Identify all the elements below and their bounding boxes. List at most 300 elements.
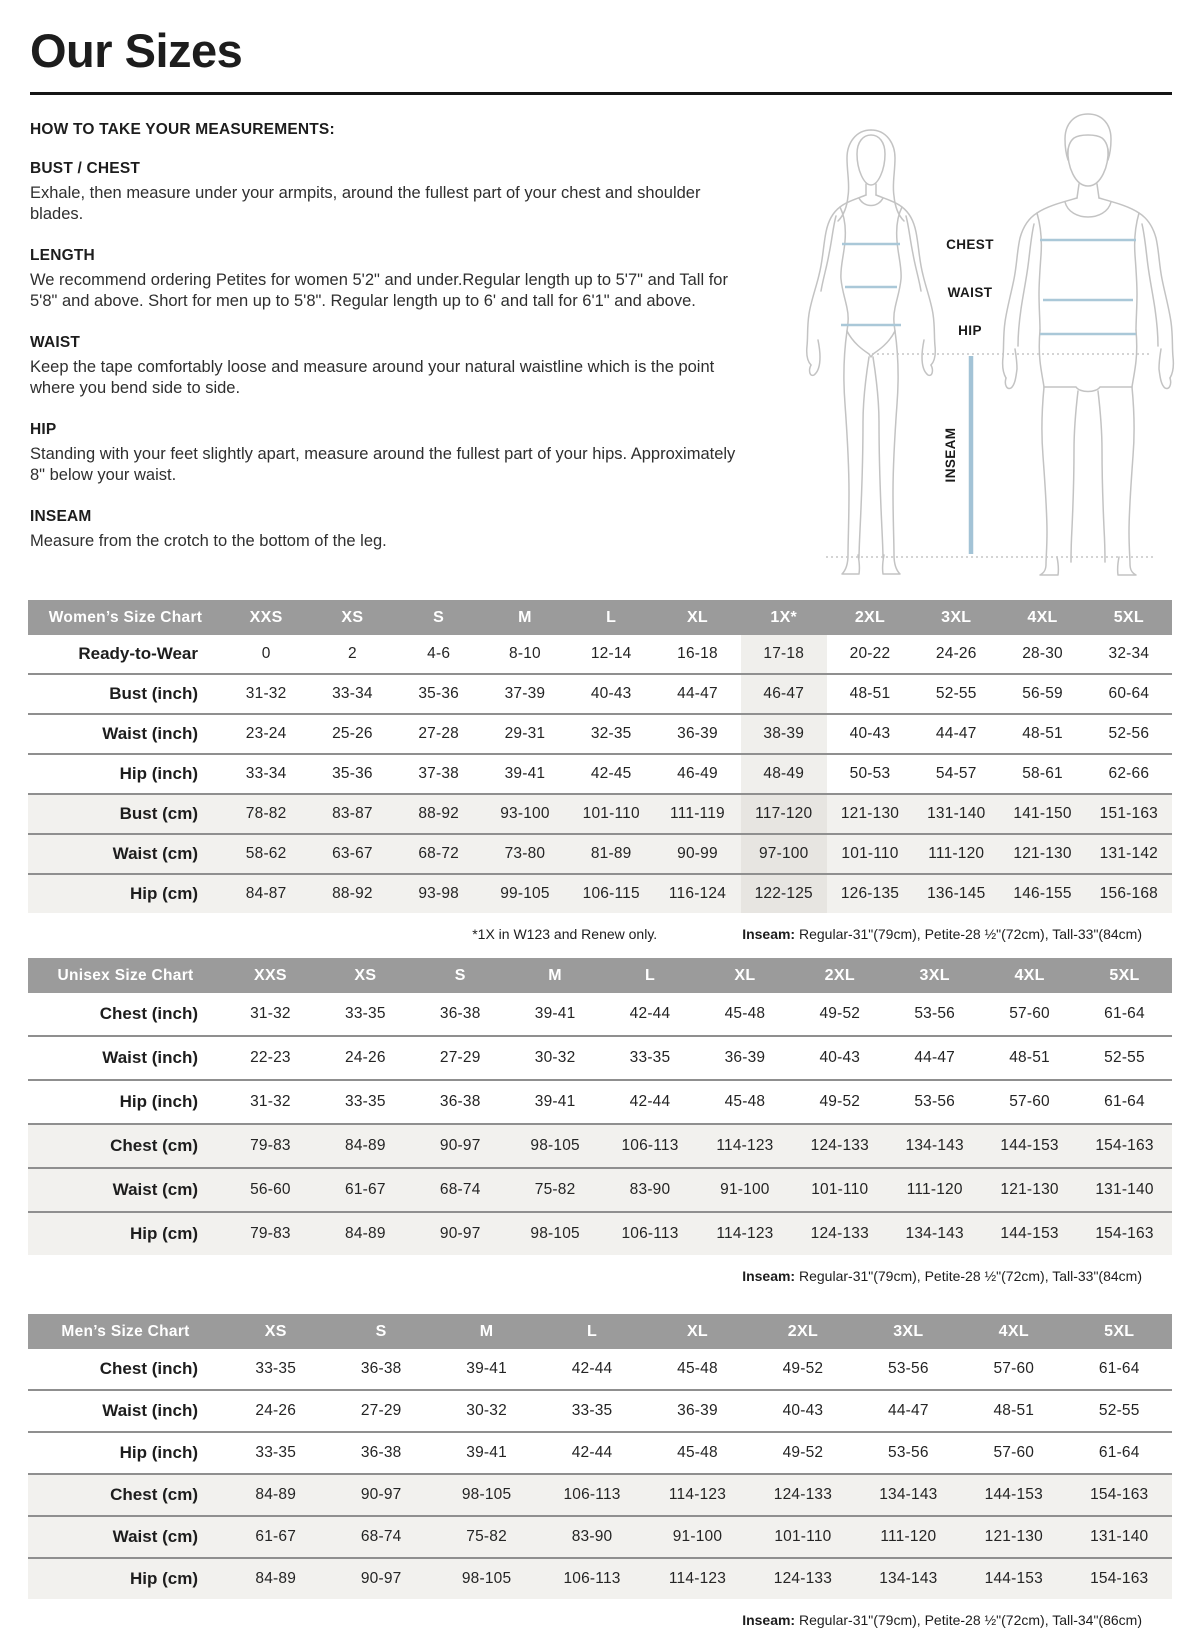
page-title: Our Sizes [30, 24, 243, 77]
table-cell: 54-57 [913, 754, 999, 794]
row-label: Bust (cm) [28, 794, 223, 834]
table-cell: 37-39 [482, 674, 568, 714]
table-cell: 4-6 [427, 645, 451, 663]
male-figure [1003, 114, 1174, 575]
row-label: Waist (cm) [28, 1168, 223, 1212]
row-label: Waist (cm) [28, 1516, 223, 1558]
table-cell: 33-35 [345, 1005, 386, 1023]
table-row [28, 1168, 1172, 1212]
table-cell: 106-113 [539, 1558, 644, 1599]
inseam-label: INSEAM [943, 427, 958, 483]
table-cell: 111-120 [887, 1168, 982, 1212]
table-cell: 83-90 [603, 1168, 698, 1212]
footnote-asterisk: *1X in W123 and Renew only. [472, 926, 658, 943]
table-row [28, 714, 1172, 754]
table-row [28, 874, 1172, 913]
table-row [28, 1390, 1172, 1432]
table-row [28, 674, 1172, 714]
section-bust-chest [30, 160, 742, 226]
table-cell: 144-153 [982, 1212, 1077, 1255]
table-footnotes [28, 926, 1142, 942]
table-cell: 12-14 [590, 645, 632, 663]
table-cell: 106-113 [603, 1124, 698, 1168]
table-cell: 79-83 [223, 1212, 318, 1255]
table-cell: 61-67 [318, 1168, 413, 1212]
column-header: S [328, 1314, 433, 1349]
table-footnotes [28, 1612, 1142, 1628]
table-cell: 83-87 [309, 794, 395, 834]
table-cell: 154-163 [1077, 1124, 1172, 1168]
table-header-row [28, 1314, 1172, 1349]
size-guide-page [0, 24, 1200, 1628]
table-footnotes [28, 1268, 1142, 1284]
table-cell: 61-67 [223, 1516, 328, 1558]
table-cell: 75-82 [508, 1168, 603, 1212]
table-cell: 48-51 [827, 674, 913, 714]
table-cell: 40-43 [827, 714, 913, 754]
table-cell: 49-52 [782, 1360, 824, 1378]
table-cell: 84-89 [223, 1474, 328, 1516]
row-label: Hip (cm) [28, 1558, 223, 1599]
row-label: Ready-to-Wear [78, 644, 198, 664]
table-cell: 16-18 [677, 645, 718, 663]
section-body: Keep the tape comfortably loose and measure around your natural waistline which is the point where you bend side to side. [30, 357, 715, 398]
table-cell: 126-135 [827, 874, 913, 913]
table-cell: 151-163 [1086, 794, 1172, 834]
table-cell: 36-38 [360, 1360, 402, 1378]
row-label: Waist (inch) [28, 1036, 223, 1080]
table-cell: 63-67 [309, 834, 395, 874]
table-cell: 88-92 [396, 794, 482, 834]
column-header: M [434, 1314, 539, 1349]
table-cell: 134-143 [856, 1474, 961, 1516]
table-cell: 84-89 [318, 1124, 413, 1168]
table-cell: 17-18 [741, 635, 827, 674]
table-cell: 79-83 [223, 1124, 318, 1168]
table-cell: 93-100 [482, 794, 568, 834]
table-cell: 33-34 [309, 674, 395, 714]
table-row [28, 794, 1172, 834]
table-cell: 57-60 [1009, 1005, 1050, 1023]
table-row [28, 1349, 1172, 1390]
column-header: 5XL [1086, 600, 1172, 635]
table-cell: 40-43 [568, 674, 654, 714]
table-cell: 98-105 [508, 1212, 603, 1255]
table-cell: 46-49 [654, 754, 740, 794]
table-cell: 68-74 [413, 1168, 508, 1212]
table-row [28, 1036, 1172, 1080]
table-cell: 106-115 [568, 874, 654, 913]
table-cell: 61-64 [1077, 1080, 1172, 1124]
table-cell: 141-150 [999, 794, 1085, 834]
men-s-size-chart-block [28, 1314, 1172, 1628]
table-cell: 98-105 [508, 1124, 603, 1168]
table-cell: 106-113 [603, 1212, 698, 1255]
table-cell: 62-66 [1086, 754, 1172, 794]
table-cell: 48-51 [982, 1036, 1077, 1080]
table-cell: 73-80 [482, 834, 568, 874]
table-title: Unisex Size Chart [28, 958, 223, 993]
column-header: XS [223, 1314, 328, 1349]
table-cell: 27-29 [328, 1390, 433, 1432]
row-label: Chest (inch) [99, 1359, 198, 1379]
column-header: XS [318, 958, 413, 993]
table-cell: 24-26 [223, 1390, 328, 1432]
column-header: 4XL [982, 958, 1077, 993]
row-label: Hip (inch) [28, 1432, 223, 1474]
table-cell: 57-60 [993, 1360, 1035, 1378]
table-cell: 40-43 [750, 1390, 855, 1432]
table-cell: 121-130 [999, 834, 1085, 874]
row-label: Chest (cm) [28, 1124, 223, 1168]
section-body: Standing with your feet slightly apart, measure around the fullest part of your hips. Approximately 8" below your waist. [30, 444, 736, 485]
men-s-size-chart [28, 1314, 1172, 1599]
hip-label: HIP [958, 323, 982, 339]
women-s-size-chart-block [28, 600, 1172, 942]
table-cell: 53-56 [914, 1005, 955, 1023]
table-cell: 53-56 [887, 1080, 982, 1124]
female-figure [807, 130, 936, 574]
table-cell: 111-120 [913, 834, 999, 874]
table-cell: 44-47 [887, 1036, 982, 1080]
table-row [28, 1432, 1172, 1474]
table-cell: 121-130 [961, 1516, 1066, 1558]
section-title: HIP [30, 420, 57, 438]
table-cell: 57-60 [982, 1080, 1077, 1124]
table-title: Women’s Size Chart [28, 600, 223, 635]
column-header: 2XL [750, 1314, 855, 1349]
table-cell: 68-72 [396, 834, 482, 874]
column-header: L [568, 600, 654, 635]
table-cell: 121-130 [827, 794, 913, 834]
row-label: Hip (inch) [28, 754, 223, 794]
measurement-diagram [768, 94, 1198, 584]
table-cell: 58-62 [223, 834, 309, 874]
women-s-size-chart [28, 600, 1172, 913]
column-header: XXS [223, 958, 318, 993]
table-cell: 61-64 [1098, 1360, 1140, 1378]
table-cell: 114-123 [697, 1212, 792, 1255]
table-cell: 45-48 [697, 1080, 792, 1124]
table-cell: 90-97 [413, 1212, 508, 1255]
table-cell: 136-145 [913, 874, 999, 913]
section-length [30, 247, 742, 313]
table-cell: 28-30 [1022, 645, 1063, 663]
table-cell: 131-140 [1077, 1168, 1172, 1212]
column-header: 2XL [827, 600, 913, 635]
table-cell: 33-35 [603, 1036, 698, 1080]
table-cell: 39-41 [434, 1432, 539, 1474]
column-header: XS [309, 600, 395, 635]
table-cell: 27-29 [413, 1036, 508, 1080]
table-cell: 33-35 [539, 1390, 644, 1432]
table-cell: 75-82 [434, 1516, 539, 1558]
table-cell: 83-90 [539, 1516, 644, 1558]
table-cell: 38-39 [741, 714, 827, 754]
table-cell: 33-34 [223, 754, 309, 794]
table-cell: 131-140 [1067, 1516, 1173, 1558]
table-cell: 52-55 [1067, 1390, 1173, 1432]
section-body: Measure from the crotch to the bottom of the leg. [30, 531, 387, 550]
table-cell: 117-120 [741, 794, 827, 834]
table-cell: 101-110 [827, 834, 913, 874]
table-header-row [28, 600, 1172, 635]
table-cell: 84-89 [223, 1558, 328, 1599]
table-row [28, 1080, 1172, 1124]
table-cell: 97-100 [741, 834, 827, 874]
column-header: M [482, 600, 568, 635]
table-title: Men’s Size Chart [28, 1314, 223, 1349]
table-cell: 56-59 [999, 674, 1085, 714]
section-title: LENGTH [30, 246, 95, 264]
row-label: Hip (inch) [28, 1080, 223, 1124]
table-cell: 42-44 [539, 1432, 644, 1474]
table-cell: 84-87 [223, 874, 309, 913]
table-cell: 23-24 [223, 714, 309, 754]
table-cell: 33-35 [223, 1432, 328, 1474]
table-cell: 24-26 [318, 1036, 413, 1080]
column-header: M [508, 958, 603, 993]
table-cell: 36-39 [697, 1036, 792, 1080]
table-cell: 78-82 [223, 794, 309, 834]
table-cell: 91-100 [697, 1168, 792, 1212]
table-cell: 44-47 [654, 674, 740, 714]
row-label: Hip (cm) [28, 874, 223, 913]
table-cell: 111-119 [654, 794, 740, 834]
chest-label: CHEST [946, 237, 994, 253]
column-header: L [539, 1314, 644, 1349]
table-cell: 24-26 [935, 645, 977, 663]
table-cell: 49-52 [819, 1005, 861, 1023]
row-label: Waist (cm) [28, 834, 223, 874]
table-cell: 25-26 [309, 714, 395, 754]
table-row [28, 754, 1172, 794]
column-header: 5XL [1077, 958, 1172, 993]
table-cell: 154-163 [1067, 1558, 1173, 1599]
table-cell: 50-53 [827, 754, 913, 794]
table-cell: 144-153 [961, 1474, 1066, 1516]
table-cell: 122-125 [741, 874, 827, 913]
table-cell: 52-56 [1086, 714, 1172, 754]
footnote-inseam: Inseam: Regular-31"(79cm), Petite-28 ½"(72cm), Tall-33"(84cm) [742, 1268, 1142, 1285]
table-cell: 114-123 [697, 1124, 792, 1168]
table-cell: 114-123 [645, 1558, 750, 1599]
table-cell: 36-38 [328, 1432, 433, 1474]
column-header: 1X* [741, 600, 827, 635]
unisex-size-chart-block [28, 958, 1172, 1284]
measurement-instructions [30, 107, 742, 584]
table-cell: 46-47 [741, 674, 827, 714]
section-waist [30, 334, 742, 400]
table-cell: 101-110 [568, 794, 654, 834]
table-cell: 42-44 [603, 1080, 698, 1124]
table-cell: 90-97 [328, 1474, 433, 1516]
column-header: 5XL [1067, 1314, 1173, 1349]
table-cell: 57-60 [961, 1432, 1066, 1474]
table-cell: 56-60 [223, 1168, 318, 1212]
row-label: Chest (inch) [99, 1004, 198, 1024]
table-cell: 30-32 [508, 1036, 603, 1080]
table-cell: 121-130 [982, 1168, 1077, 1212]
instructions-heading: HOW TO TAKE YOUR MEASUREMENTS: [30, 121, 335, 139]
table-cell: 60-64 [1086, 674, 1172, 714]
section-hip [30, 421, 742, 487]
unisex-size-chart [28, 958, 1172, 1255]
table-cell: 40-43 [792, 1036, 887, 1080]
table-cell: 154-163 [1067, 1474, 1173, 1516]
table-cell: 111-120 [856, 1516, 961, 1558]
table-cell: 36-38 [439, 1005, 481, 1023]
table-cell: 22-23 [223, 1036, 318, 1080]
column-header: L [603, 958, 698, 993]
table-cell: 20-22 [849, 645, 891, 663]
column-header: XL [654, 600, 740, 635]
table-cell: 90-97 [413, 1124, 508, 1168]
column-header: 2XL [792, 958, 887, 993]
column-header: 3XL [913, 600, 999, 635]
table-cell: 88-92 [309, 874, 395, 913]
table-cell: 48-51 [961, 1390, 1066, 1432]
table-cell: 27-28 [396, 714, 482, 754]
table-cell: 36-39 [645, 1390, 750, 1432]
table-cell: 36-39 [654, 714, 740, 754]
table-cell: 31-32 [223, 674, 309, 714]
table-cell: 0 [261, 645, 271, 663]
table-cell: 81-89 [568, 834, 654, 874]
table-cell: 37-38 [396, 754, 482, 794]
table-cell: 31-32 [250, 1005, 291, 1023]
footnote-inseam: Inseam: Regular-31"(79cm), Petite-28 ½"(72cm), Tall-34"(86cm) [742, 1612, 1142, 1628]
table-cell: 101-110 [750, 1516, 855, 1558]
table-cell: 45-48 [677, 1360, 718, 1378]
table-cell: 106-113 [539, 1474, 644, 1516]
table-cell: 48-51 [999, 714, 1085, 754]
row-label: Waist (inch) [28, 1390, 223, 1432]
row-label: Waist (inch) [28, 714, 223, 754]
section-title: WAIST [30, 333, 81, 351]
table-cell: 39-41 [534, 1005, 576, 1023]
table-cell: 2 [347, 645, 357, 663]
table-row [28, 993, 1172, 1036]
column-header: XXS [223, 600, 309, 635]
table-cell: 144-153 [961, 1558, 1066, 1599]
table-cell: 44-47 [913, 714, 999, 754]
table-cell: 49-52 [750, 1432, 855, 1474]
table-cell: 35-36 [309, 754, 395, 794]
row-label: Hip (cm) [28, 1212, 223, 1255]
row-label: Bust (inch) [28, 674, 223, 714]
section-title: BUST / CHEST [30, 160, 141, 178]
size-tables [28, 600, 1172, 1628]
table-cell: 53-56 [856, 1432, 961, 1474]
table-cell: 134-143 [887, 1212, 982, 1255]
waist-label: WAIST [947, 285, 993, 301]
table-row [28, 1558, 1172, 1599]
column-header: 3XL [887, 958, 982, 993]
column-header: S [396, 600, 482, 635]
table-cell: 32-34 [1108, 645, 1150, 663]
table-cell: 33-35 [255, 1360, 297, 1378]
table-row [28, 834, 1172, 874]
table-cell: 114-123 [645, 1474, 750, 1516]
table-cell: 116-124 [654, 874, 740, 913]
table-cell: 31-32 [223, 1080, 318, 1124]
table-cell: 131-142 [1086, 834, 1172, 874]
table-cell: 99-105 [482, 874, 568, 913]
table-cell: 134-143 [856, 1558, 961, 1599]
column-header: XL [645, 1314, 750, 1349]
table-cell: 39-41 [508, 1080, 603, 1124]
column-header: 4XL [961, 1314, 1066, 1349]
table-cell: 32-35 [568, 714, 654, 754]
section-body: We recommend ordering Petites for women 5'2" and under.Regular length up to 5'7" and Tall for 5'8" and above. Short for men up to 5'8". Regular length up to 6' and tall for 6'1" and above. [30, 270, 728, 311]
table-row [28, 1124, 1172, 1168]
column-header: 3XL [856, 1314, 961, 1349]
table-row [28, 1212, 1172, 1255]
table-cell: 84-89 [318, 1212, 413, 1255]
table-cell: 68-74 [328, 1516, 433, 1558]
table-cell: 61-64 [1104, 1005, 1145, 1023]
table-cell: 42-44 [629, 1005, 671, 1023]
table-cell: 30-32 [434, 1390, 539, 1432]
table-cell: 42-44 [571, 1360, 613, 1378]
row-label: Chest (cm) [28, 1474, 223, 1516]
table-cell: 101-110 [792, 1168, 887, 1212]
table-cell: 61-64 [1067, 1432, 1173, 1474]
table-cell: 45-48 [645, 1432, 750, 1474]
measurement-guide-row [30, 107, 1200, 584]
column-header: 4XL [999, 600, 1085, 635]
body-figures-illustration [768, 94, 1198, 584]
table-cell: 39-41 [482, 754, 568, 794]
table-cell: 36-38 [413, 1080, 508, 1124]
table-cell: 154-163 [1077, 1212, 1172, 1255]
column-header: S [413, 958, 508, 993]
table-cell: 93-98 [396, 874, 482, 913]
table-header-row [28, 958, 1172, 993]
column-header: XL [697, 958, 792, 993]
table-row [28, 1474, 1172, 1516]
table-cell: 90-97 [328, 1558, 433, 1599]
table-cell: 29-31 [482, 714, 568, 754]
table-cell: 53-56 [888, 1360, 929, 1378]
table-cell: 90-99 [654, 834, 740, 874]
footnote-inseam: Inseam: Regular-31"(79cm), Petite-28 ½"(72cm), Tall-33"(84cm) [742, 926, 1142, 943]
table-cell: 49-52 [792, 1080, 887, 1124]
table-cell: 98-105 [434, 1558, 539, 1599]
section-body: Exhale, then measure under your armpits, around the fullest part of your chest and shoulder blades. [30, 184, 701, 224]
table-cell: 48-49 [741, 754, 827, 794]
table-cell: 35-36 [396, 674, 482, 714]
table-cell: 8-10 [509, 645, 541, 663]
table-cell: 42-45 [568, 754, 654, 794]
table-cell: 45-48 [724, 1005, 766, 1023]
table-cell: 124-133 [792, 1124, 887, 1168]
table-cell: 58-61 [999, 754, 1085, 794]
table-cell: 52-55 [1077, 1036, 1172, 1080]
table-cell: 134-143 [887, 1124, 982, 1168]
table-cell: 44-47 [856, 1390, 961, 1432]
table-cell: 98-105 [434, 1474, 539, 1516]
table-cell: 91-100 [645, 1516, 750, 1558]
table-cell: 39-41 [466, 1360, 507, 1378]
section-title: INSEAM [30, 507, 92, 525]
table-cell: 131-140 [913, 794, 999, 834]
table-cell: 124-133 [750, 1474, 855, 1516]
section-inseam [30, 508, 742, 552]
table-cell: 124-133 [792, 1212, 887, 1255]
table-cell: 156-168 [1086, 874, 1172, 913]
